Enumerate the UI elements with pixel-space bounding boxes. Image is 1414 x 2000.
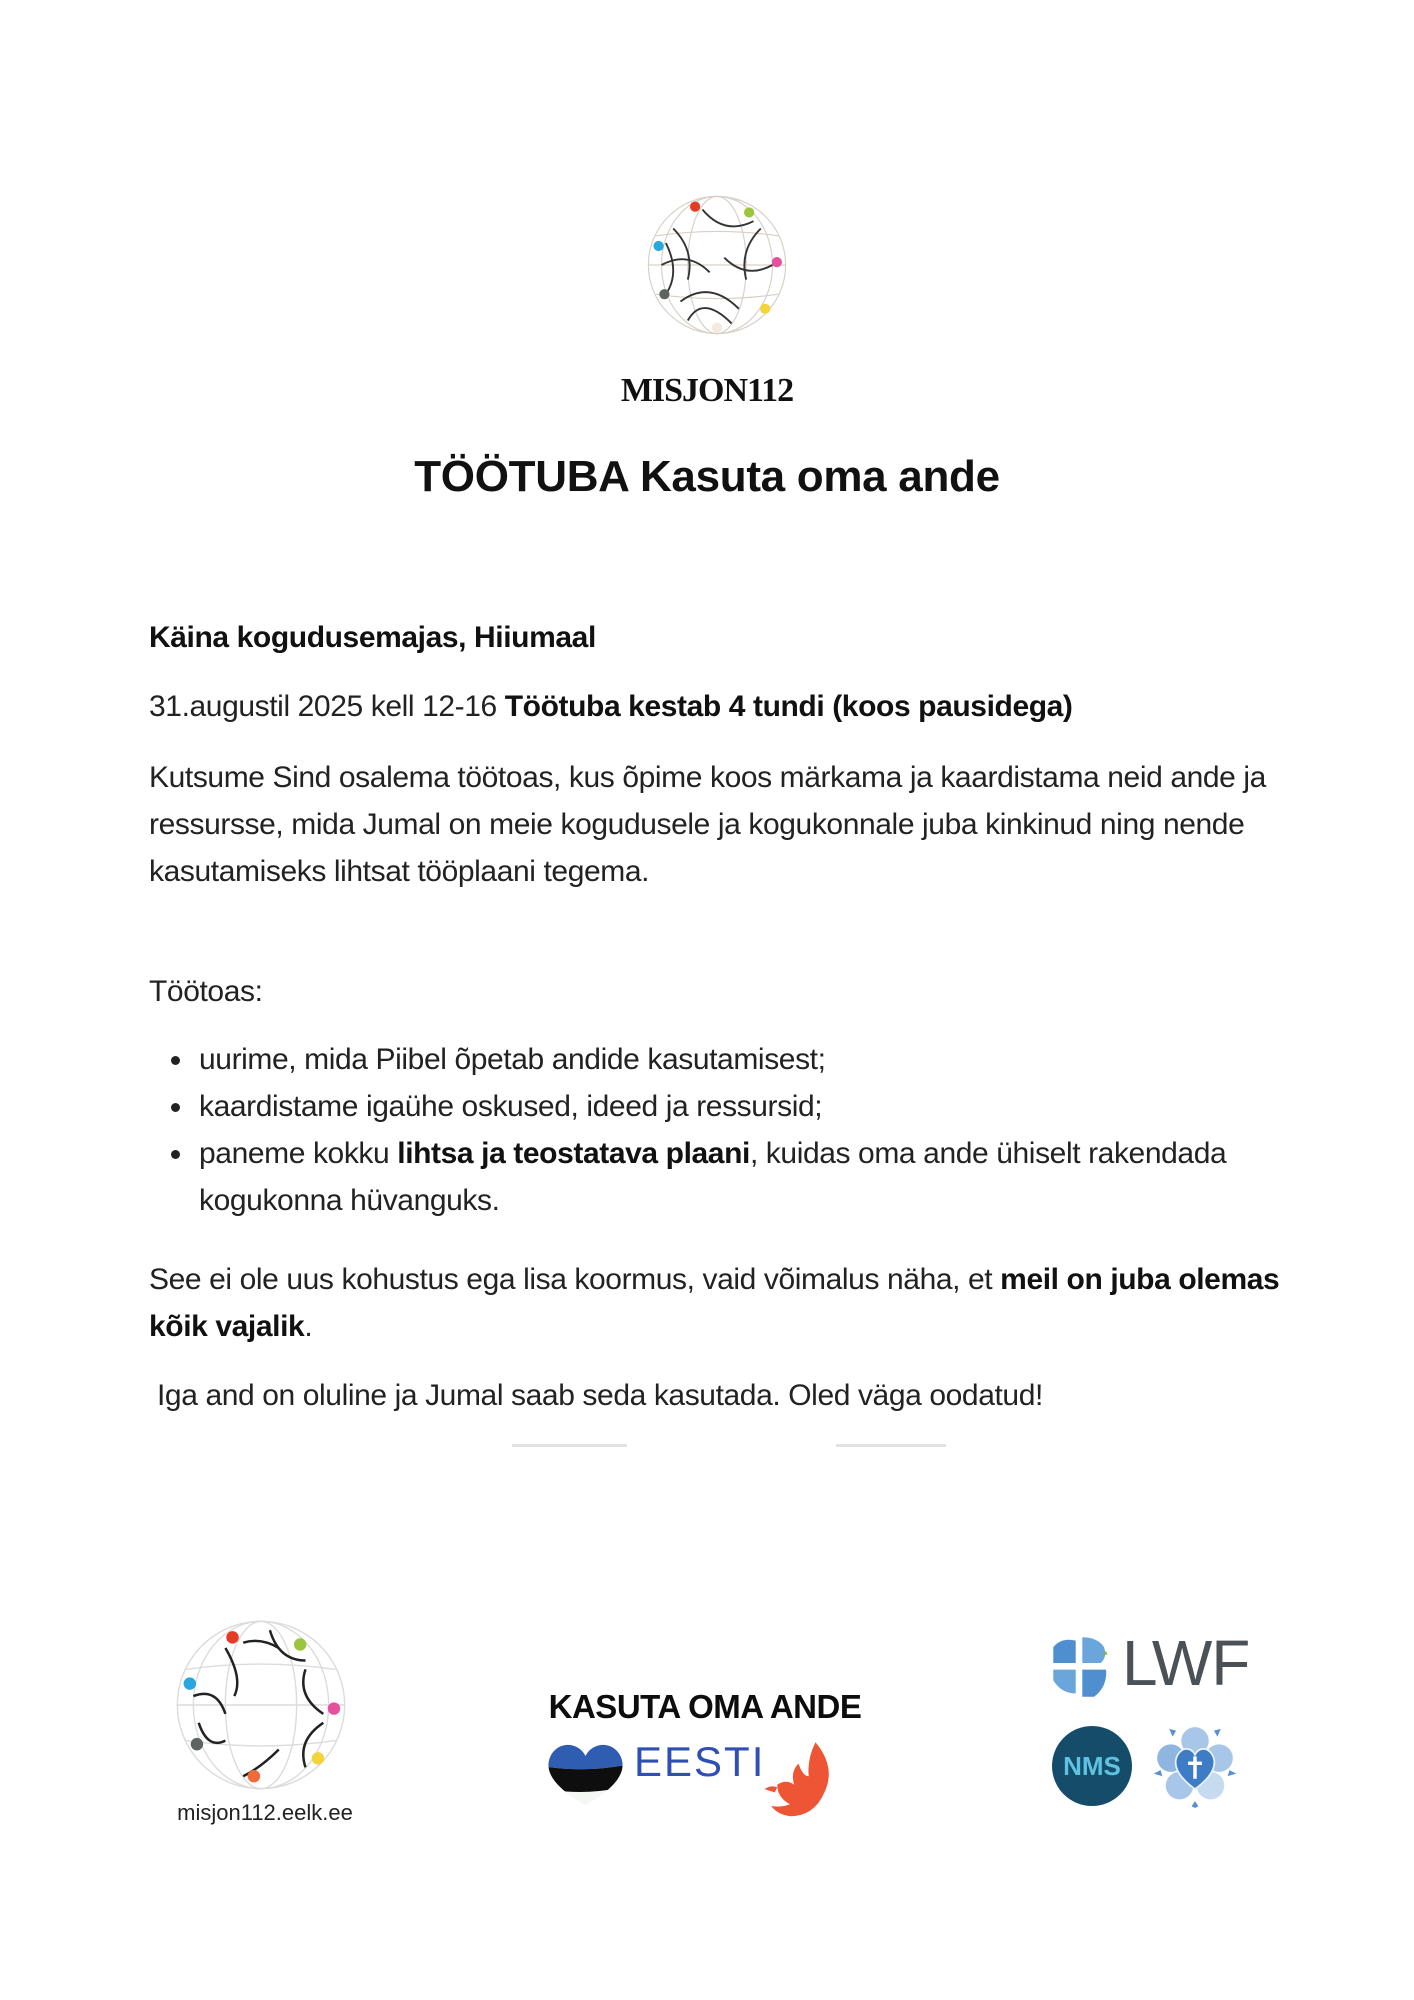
list-item — [199, 1036, 1349, 1083]
luther-rose-icon — [1152, 1722, 1238, 1808]
nms-logo: NMS — [1052, 1726, 1132, 1806]
faint-artifact — [836, 1444, 946, 1447]
list-item — [199, 1130, 1349, 1224]
note-end: . — [304, 1310, 313, 1343]
list-item-text: uurime, mida Piibel õpetab andide kasutamisest; — [199, 1043, 826, 1076]
list-heading: Töötoas: — [149, 975, 263, 1008]
brand-name: MISJON112 — [620, 372, 794, 409]
lwf-cross-icon — [1048, 1634, 1114, 1700]
eesti-label: EESTI — [634, 1738, 766, 1785]
closing-line: Iga and on oluline ja Jumal saab seda kasutada. Oled väga oodatud! — [157, 1379, 1043, 1412]
list-item-text: , kuidas oma ande ühiselt rakendada kogukonna hüvanguks. — [199, 1137, 1227, 1217]
note-paragraph — [149, 1256, 1299, 1350]
misjon112-footer-logo — [172, 1616, 350, 1794]
list-item-text: paneme kokku — [199, 1137, 398, 1170]
kasuta-oma-ande-logo-title: KASUTA OMA ANDE — [548, 1688, 862, 1725]
flame-dove-icon — [756, 1738, 841, 1823]
list-item — [199, 1083, 1349, 1130]
list-item-text: kaardistame igaühe oskused, ideed ja ressursid; — [199, 1090, 823, 1123]
event-location: Käina kogudusemajas, Hiiumaal — [149, 621, 596, 654]
lwf-logo-text: LWF — [1122, 1627, 1250, 1699]
event-duration: Töötuba kestab 4 tundi (koos pausidega) — [504, 690, 1073, 723]
intro-paragraph: Kutsume Sind osalema töötoas, kus õpime koos märkama ja kaardistama neid ande ja ressursse, mida Jumal on meie kogudusele ja kogukonnale juba kinkinud ning nende kasutamiseks lihtsat tööplaani tegema. — [149, 761, 1266, 888]
faint-artifact — [512, 1444, 627, 1447]
note-bold: meil on juba olemas kõik vajalik — [149, 1263, 1280, 1343]
estonian-heart-icon — [543, 1738, 628, 1808]
misjon112-url: misjon112.eelk.ee — [177, 1800, 353, 1825]
page-title: TÖÖTUBA Kasuta oma ande — [414, 452, 1000, 501]
event-datetime — [149, 683, 1299, 730]
misjon112-globe-logo — [644, 192, 790, 338]
note-text: See ei ole uus kohustus ega lisa koormus, vaid võimalus näha, et — [149, 1263, 1001, 1296]
list-item-bold: lihtsa ja teostatava plaani — [397, 1137, 750, 1170]
event-date: 31.augustil 2025 kell 12-16 — [149, 690, 497, 723]
workshop-list — [149, 1036, 1349, 1224]
